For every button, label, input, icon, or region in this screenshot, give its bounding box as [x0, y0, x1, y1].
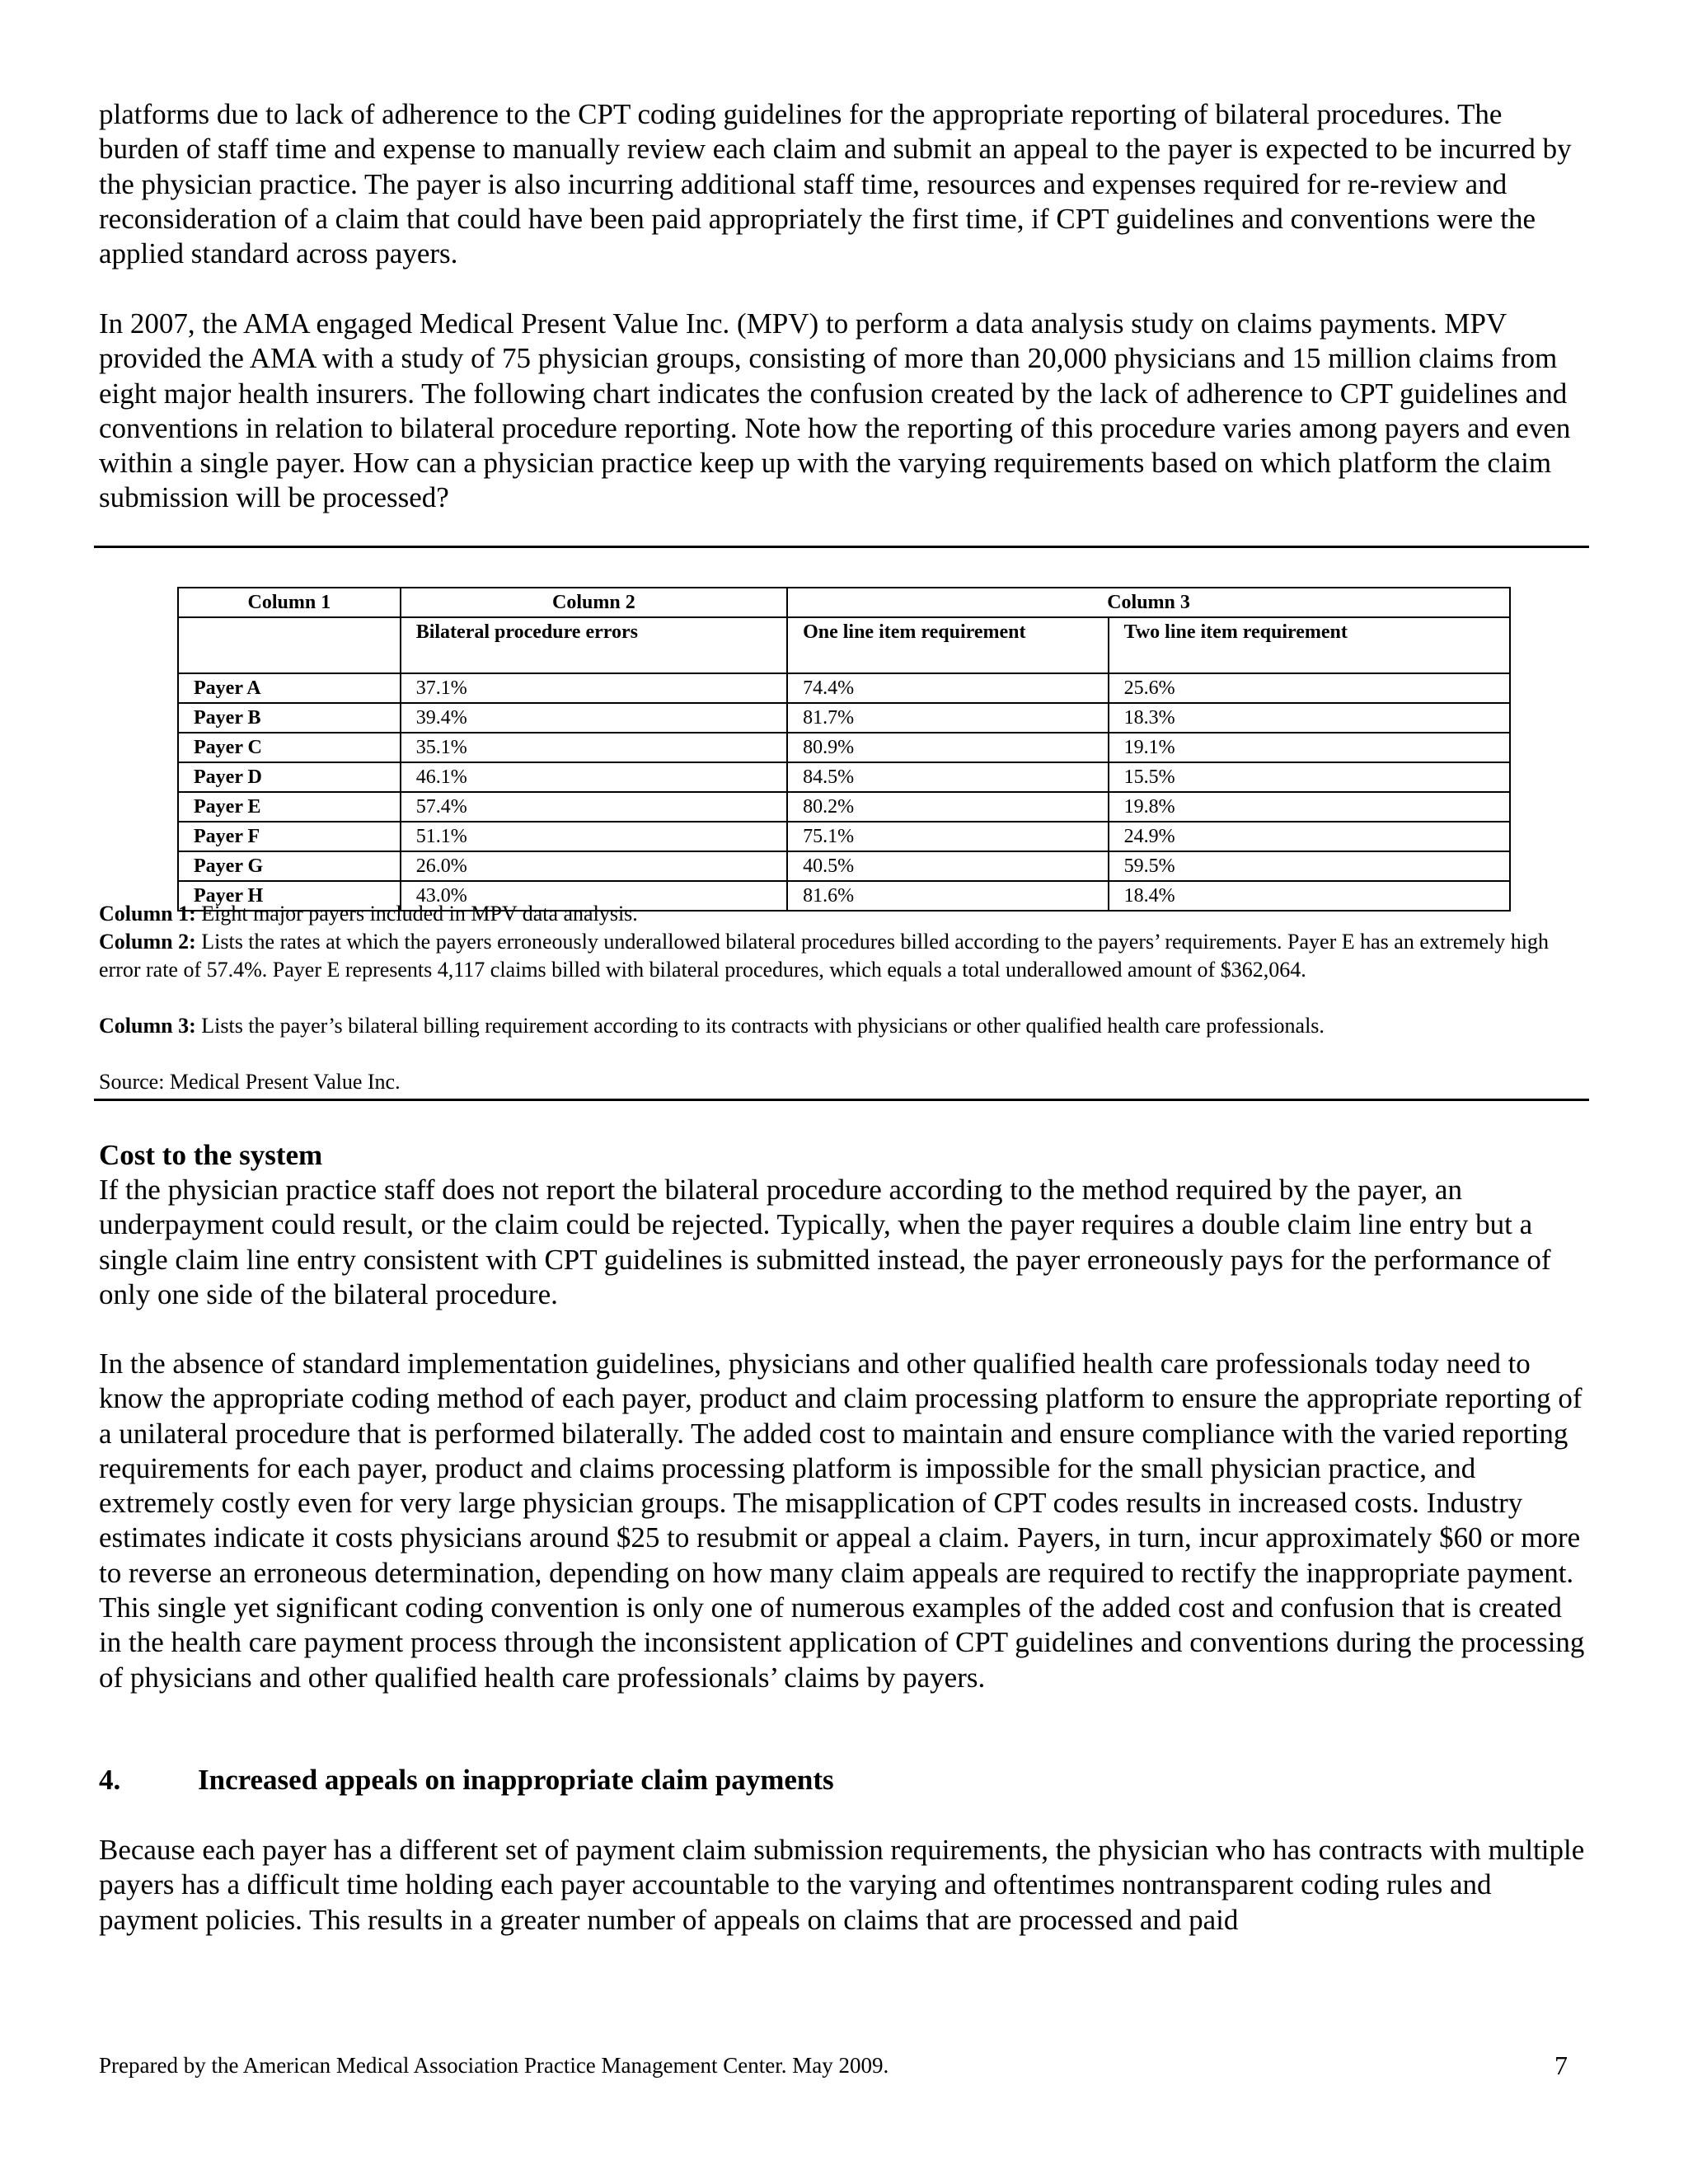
- intro-paragraph-1: platforms due to lack of adherence to the CPT coding guidelines for the appropriate reporting of bilateral procedures. The burden of staff time and expense to manually review each claim and submit an appeal to the payer is expected to be incurred by the physician practice. The payer is also incurring additional staff time, resources and expenses required for re-review and reconsideration of a claim that could have been paid appropriately the first time, if CPT guidelines and conventions were the applied standard across payers.: [99, 98, 1572, 270]
- footer-text: Prepared by the American Medical Association Practice Management Center. May 2009.: [99, 2053, 889, 2078]
- one-line-cell: 81.6%: [787, 881, 1109, 911]
- table-row: [178, 673, 1510, 703]
- table-subheader-row: [178, 617, 1510, 673]
- column-1-note-text: Eight major payers included in MPV data analysis.: [195, 902, 638, 926]
- payer-cell: Payer G: [178, 851, 401, 881]
- one-line-cell: 84.5%: [787, 762, 1109, 792]
- errors-cell: 43.0%: [401, 881, 787, 911]
- one-line-cell: 80.9%: [787, 733, 1109, 762]
- errors-cell: 26.0%: [401, 851, 787, 881]
- table-header-row: [178, 588, 1510, 617]
- column-1-header: Column 1: [178, 588, 401, 617]
- payer-cell: Payer B: [178, 703, 401, 733]
- two-line-cell: 15.5%: [1109, 762, 1510, 792]
- two-line-cell: 19.1%: [1109, 733, 1510, 762]
- one-line-cell: 40.5%: [787, 851, 1109, 881]
- section-number: 4.: [99, 1764, 121, 1796]
- one-line-cell: 80.2%: [787, 792, 1109, 822]
- two-line-cell: 18.4%: [1109, 881, 1510, 911]
- table-row: [178, 851, 1510, 881]
- column-3-header: Column 3: [787, 588, 1510, 617]
- intro-paragraph-2: In 2007, the AMA engaged Medical Present Value Inc. (MPV) to perform a data analysis study on claims payments. MPV provided the AMA with a study of 75 physician groups, consisting of more than 20,000 physicians and 15 million claims from eight major health insurers. The following chart indicates the confusion created by the lack of adherence to CPT guidelines and conventions in relation to bilateral procedure reporting. Note how the reporting of this procedure varies among payers and even within a single payer. How can a physician practice keep up with the varying requirements based on which platform the claim submission will be processed?: [99, 307, 1571, 514]
- section-title: Increased appeals on inappropriate claim payments: [198, 1764, 834, 1796]
- two-line-cell: 18.3%: [1109, 703, 1510, 733]
- bilateral-errors-table: [177, 587, 1511, 912]
- one-line-cell: 74.4%: [787, 673, 1109, 703]
- payer-cell: Payer D: [178, 762, 401, 792]
- section-paragraph: Because each payer has a different set of payment claim submission requirements, the physician who has contracts with multiple payers has a difficult time holding each payer accountable to the varying and oftentimes nontransparent coding rules and payment policies. This results in a greater number of appeals on claims that are processed and paid: [99, 1834, 1585, 1936]
- payer-cell: Payer F: [178, 822, 401, 851]
- errors-cell: 57.4%: [401, 792, 787, 822]
- source-note: Source: Medical Present Value Inc.: [99, 1070, 401, 1094]
- column-1-note-label: Column 1:: [99, 902, 196, 926]
- one-line-cell: 75.1%: [787, 822, 1109, 851]
- two-line-cell: 59.5%: [1109, 851, 1510, 881]
- table-row: [178, 792, 1510, 822]
- bottom-rule: [94, 1099, 1589, 1101]
- errors-cell: 46.1%: [401, 762, 787, 792]
- column-2-note-text: Lists the rates at which the payers erroneously underallowed bilateral procedures billed according to the payers’ requirements. Payer E has an extremely high error rate of 57.4%. Payer E represents 4,117 claims billed with bilateral procedures, which equals a total underallowed amount of $362,064.: [99, 930, 1550, 982]
- errors-cell: 39.4%: [401, 703, 787, 733]
- payer-cell: Payer H: [178, 881, 401, 911]
- table-row: [178, 703, 1510, 733]
- table-row: [178, 762, 1510, 792]
- column-3-note: [99, 1012, 1587, 1040]
- one-line-subheader: One line item requirement: [787, 617, 1109, 673]
- column-2-note: [99, 928, 1587, 984]
- table-row: [178, 822, 1510, 851]
- column-3-note-text: Lists the payer’s bilateral billing requirement according to its contracts with physicians or other qualified health care professionals.: [195, 1014, 1325, 1038]
- errors-cell: 35.1%: [401, 733, 787, 762]
- payer-cell: Payer A: [178, 673, 401, 703]
- column-2-note-label: Column 2:: [99, 930, 196, 954]
- column-2-header: Column 2: [401, 588, 787, 617]
- two-line-cell: 19.8%: [1109, 792, 1510, 822]
- cost-paragraph-2: In the absence of standard implementation guidelines, physicians and other qualified health care professionals today need to know the appropriate coding method of each payer, product and claim processing platform to ensure the appropriate reporting of a unilateral procedure that is performed bilaterally. The added cost to maintain and ensure compliance with the varied reporting requirements for each payer, product and claims processing platform is impossible for the small physician practice, and extremely costly even for very large physician groups. The misapplication of CPT codes results in increased costs. Industry estimates indicate it costs physicians around $25 to resubmit or appeal a claim. Payers, in turn, incur approximately $60 or more to reverse an erroneous determination, depending on how many claim appeals are required to rectify the inappropriate payment. This single yet significant coding convention is only one of numerous examples of the added cost and confusion that is created in the health care payment process through the inconsistent application of CPT guidelines and conventions during the processing of physicians and other qualified health care professionals’ claims by payers.: [99, 1347, 1585, 1694]
- payer-cell: Payer C: [178, 733, 401, 762]
- page-number: 7: [1554, 2050, 1568, 2080]
- two-line-cell: 25.6%: [1109, 673, 1510, 703]
- errors-cell: 51.1%: [401, 822, 787, 851]
- column-1-note: [99, 900, 1587, 928]
- cost-paragraph-1: If the physician practice staff does not report the bilateral procedure according to the method required by the payer, an underpayment could result, or the claim could be rejected. Typically, when the payer requires a double claim line entry but a single claim line entry consistent with CPT guidelines is submitted instead, the payer erroneously pays for the performance of only one side of the bilateral procedure.: [99, 1174, 1551, 1310]
- two-line-cell: 24.9%: [1109, 822, 1510, 851]
- top-rule: [94, 546, 1589, 548]
- payer-cell: Payer E: [178, 792, 401, 822]
- empty-subheader-cell: [178, 617, 401, 673]
- column-3-note-label: Column 3:: [99, 1014, 196, 1038]
- table-row: [178, 733, 1510, 762]
- bilateral-errors-subheader: Bilateral procedure errors: [401, 617, 787, 673]
- two-line-subheader: Two line item requirement: [1109, 617, 1510, 673]
- one-line-cell: 81.7%: [787, 703, 1109, 733]
- cost-heading: Cost to the system: [99, 1139, 323, 1171]
- errors-cell: 37.1%: [401, 673, 787, 703]
